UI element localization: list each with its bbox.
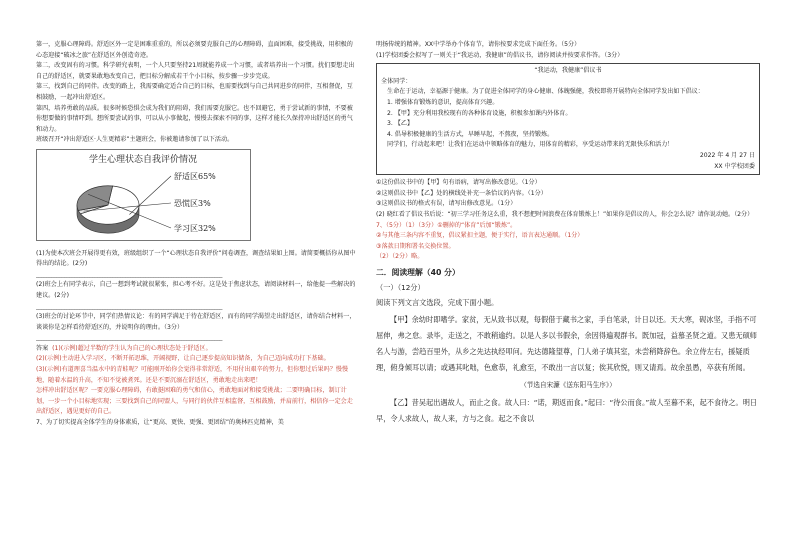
proposal-body: 生命在于运动，幸福源于健康。为了促进全体同学的身心健康、体魄强健，我校即将开展特向全体同学发出如下倡议： (387, 88, 704, 96)
right-answer-2: ②与其他三条内容不重复，倡议紧扣主题，便于实行，语言表达通顺。（1分） (376, 232, 584, 240)
right-column (376, 40, 760, 427)
answer-2: (2)(示例)主动进入学习区，不断开拓思维，开阔视野，让自己逐步提高知识储备，为自己迈向成功打下基础。 (36, 355, 330, 363)
answer-1: (1)(示例)超过半数的学生认为自己的心理状态处于舒适区。 (52, 344, 212, 352)
proposal-item-3: 3. 【乙】 (387, 120, 414, 128)
pie-label-2: 学习区32% (174, 223, 216, 233)
passage-source: （节选自宋濂《送东阳马生序》） (520, 380, 616, 389)
sub-question-3: ③这则倡议书的格式有误，请写出修改意见。（1分） (376, 200, 517, 208)
proposal-item-2: 2. 【甲】充分利用我校现有的各种体育设施，积极参加课内外体育。 (387, 109, 572, 117)
reading-instruction: 阅读下列文言文选段，完成下面小题。 (376, 297, 499, 307)
proposal-box (376, 63, 760, 175)
chart-title: 学生心理状态自我评价情况 (88, 154, 198, 165)
proposal-closing: 同学们，行动起来吧！让我们在运动中领略体育的魅力，用体育的精彩，享受运动带来的无限快乐和活力！ (387, 141, 674, 149)
answer-line: _________________________________________________________________________ (36, 334, 222, 342)
answer-3: (3)(示例)有道理喜当温水中的青蛙呢？可能刚开始你会觉得非常舒适，不用付出艰辛的努力，但你想过后果吗？慢慢地，随着水温的升高，不知不觉被煮死。还是不要沉溺在舒适区，勇敢地走出来吧！ (36, 366, 348, 384)
proposal-date: 2022 年 4 月 27 日 (699, 151, 755, 159)
left-question-3: (3)班会的讨论环节中，同学们热情议论：有的同学满足于待在舒适区，而有的同学渴望走出舒适区，请你结合材料一，谈谈你是怎样看待舒适区的，并说明你的理由。（3分） (36, 313, 356, 331)
proposal-signer: XX 中学校团委 (714, 162, 755, 170)
pie-label-0: 舒适区65% (174, 171, 216, 181)
sub-question-1: ①这份倡议书中的【甲】句有语病，请写出修改意见。（1分） (376, 179, 541, 187)
sub-question-2: ②这则倡议书中【乙】处的横线处补充一条恰议的内容。（1分） (376, 189, 547, 197)
left-intro-4: 第四，培养勇敢的品质。很多时候恐惧会成为我们的阻碍，我们需要克服它。也不回避它，勇于尝试新的事情，不要被你想要做的事情吓到。想所要尝试的事，可以从小事做起，慢慢去探索不同的事，这样才能长久保持冲出舒适区的勇气和动力。 (36, 104, 353, 133)
answer-4: 怎样冲出舒适区呢？一要克服心理障碍，有敢挺困难的勇气和信心，勇敢地面对和接受挑战；二要明确目标，制订计划，一步一个小目标地实现；三要找到自己的同盟人，与同行的伙伴互相监督，互相鼓励，并肩前行，相信你一定会走出舒适区，遇见更好的自己。 (36, 387, 353, 416)
right-intro: 明扬传统的精神。XX中学举办个体育节，请你按要求完成下面任务。（5分） (376, 41, 581, 48)
pie-chart (36, 149, 251, 241)
left-question-2: (2)班会上有同学表示，自己一想到考试就很紧张，担心考不好。这是处于焦虑状态，请阅读材料一，给他提一些解决的建议。(2分) (36, 281, 356, 299)
left-answers (36, 344, 358, 355)
right-question-1: (1)学校团委会拟写了一则关于“我运动，我健康”的倡议书，请你阅读并按要求作答。（3分） (376, 51, 624, 59)
pie-label-1: 恐慌区3% (174, 198, 211, 208)
proposal-title: “我运动，我健康”倡议书 (534, 67, 602, 75)
answer-line: _________________________________________________________________________ (36, 302, 222, 310)
left-question-7: 7、为了切实提高全体学生的身体素质，让“更高、更快、更强、更团结”的奥林匹克精神，美 (36, 419, 284, 427)
right-answer-4: （2）（2分）略。 (376, 253, 424, 261)
answer-line: _________________________________________________________________________ (36, 270, 222, 278)
pie-chart-figure (36, 149, 358, 246)
left-question-1: (1)为使本次班会开展得更有效，班级组织了一个“心理状态自我评价”问卷调查，调查结果如上图。请简要概括你从图中得出的结论。(2分) (36, 249, 356, 268)
left-column (36, 40, 358, 429)
proposal-greeting: 全体同学： (381, 77, 412, 85)
left-intro-2: 第二，改变固有的习惯。科学研究表明，一个人只要坚持21周就能养成一个习惯，或者培养出一个习惯。扰们要想走出自己的舒适区，就要果敢地改变自己，把目标分解成若干个小目标，按步骤一步步完成。 (36, 62, 355, 80)
passage-b: 【乙】昔吴起出遇故人，而止之食。故人曰：“诺，期返而食。”起曰：“待公而食。”故人至暮不来，起不食待之。明日早，令人求故人，故人来，方与之食。起之不食以 (376, 398, 758, 424)
left-intro-3: 第三，找到自己的同伴。改变的路上，我需要确定适合自己的目标，也需要找到与自己共同进步的同伴，互相督促，互相鼓励，一起冲出舒适区。 (36, 83, 353, 101)
sub-section-title: （一）（12分） (376, 282, 425, 292)
proposal-item-4: 4. 倡导积极健康的生活方式，早睡早起，不熬夜，坚持锻炼。 (387, 130, 554, 138)
left-intro-1: 第一，克服心理障碍。舒适区外一定是困难重重的，所以必须要克服自己的心理障碍，直面困难，接受挑战，用积极的心态迎接“破冰之旅”在舒适区外创造奇迹。 (36, 41, 353, 59)
answer-label: 答案 (36, 344, 49, 352)
section-title: 二．阅读理解（40 分） (376, 267, 460, 277)
passage-a: 【甲】余幼时即嗜学。家贫，无从致书以观，每假借于藏书之家，手自笔录，计日以还。天大寒，砚冰坚，手指不可屈伸，弗之怠。录毕，走送之，不敢稍逾约。以是人多以书假余，余因得遍观群书。既加冠，益慕圣贤之道。又患无硕师名人与游，尝趋百里外，从乡之先达执经叩问。先达德隆望尊，门人弟子填其室，未尝稍降辞色。余立侍左右，援疑质理，俯身倾耳以请；或遇其叱咄，色愈恭，礼愈至，不敢出一言以复；俟其欣悦，则又请焉。故余虽愚，卒获有所闻。 (376, 314, 757, 372)
left-intro-5: 班级召开“冲出舒适区·人生更精彩”主题班会，你被邀请参加了以下活动。 (36, 136, 234, 144)
right-answer-1: 7、（5分）（1）（3分）①删掉的“体育”后加“锻炼”。 (376, 221, 517, 229)
right-question-2: (2) 晓红看了倡议书后说：“初三学习任务这么重，我不想把时间浪费在体育锻炼上！”如果你是倡议的人，你会怎么说？请你说动她。（2分） (376, 210, 754, 218)
proposal-item-1: 1. 增强体育锻炼的意识，提高体育兴趣。 (387, 98, 499, 106)
right-answer-3: ③落款日期和署名交换位置。 (376, 242, 455, 250)
